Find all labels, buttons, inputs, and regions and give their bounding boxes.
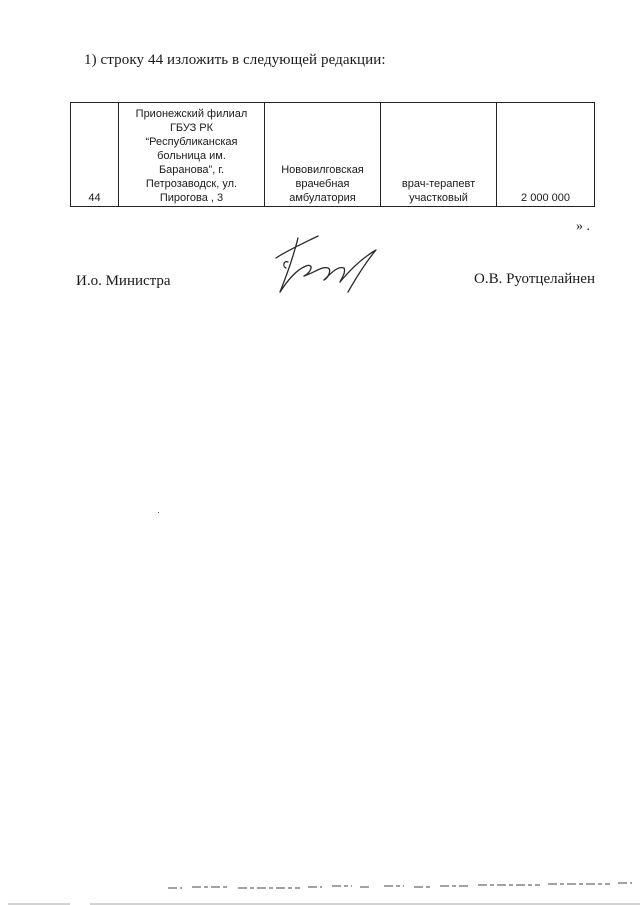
signer-name: О.В. Руотцелайнен bbox=[474, 271, 595, 287]
intro-text: 1) строку 44 изложить в следующей редакции: bbox=[84, 52, 386, 68]
institution-line: Петрозаводск, ул. bbox=[145, 178, 238, 190]
institution-line: Прионежский филиал bbox=[135, 108, 248, 120]
facility-line: врачебная bbox=[295, 178, 350, 190]
amendment-table bbox=[70, 102, 595, 207]
institution-line: Баранова”, г. bbox=[158, 164, 225, 176]
institution-cell bbox=[119, 103, 265, 207]
institution-line: ГБУЗ РК bbox=[169, 122, 214, 134]
institution-line: больница им. bbox=[157, 150, 226, 162]
handwritten-signature bbox=[258, 228, 388, 298]
amount-cell bbox=[497, 103, 595, 207]
amount-value: 2 000 000 bbox=[521, 192, 570, 204]
institution-line: Пирогова , 3 bbox=[159, 192, 224, 204]
scan-speck bbox=[158, 512, 159, 513]
row-number: 44 bbox=[88, 192, 101, 204]
closing-quote: » . bbox=[576, 219, 590, 234]
row-number-cell bbox=[71, 103, 119, 207]
position-line: участковый bbox=[409, 192, 468, 204]
signer-title: И.о. Министра bbox=[76, 273, 171, 289]
facility-line: амбулатория bbox=[289, 192, 356, 204]
facility-cell bbox=[265, 103, 381, 207]
scan-artifact-lines bbox=[0, 870, 640, 905]
institution-line: “Республиканская bbox=[145, 136, 238, 148]
position-cell bbox=[381, 103, 497, 207]
facility-line: Нововилговская bbox=[281, 164, 364, 176]
position-line: врач-терапевт bbox=[401, 178, 476, 190]
table-row bbox=[71, 103, 595, 207]
